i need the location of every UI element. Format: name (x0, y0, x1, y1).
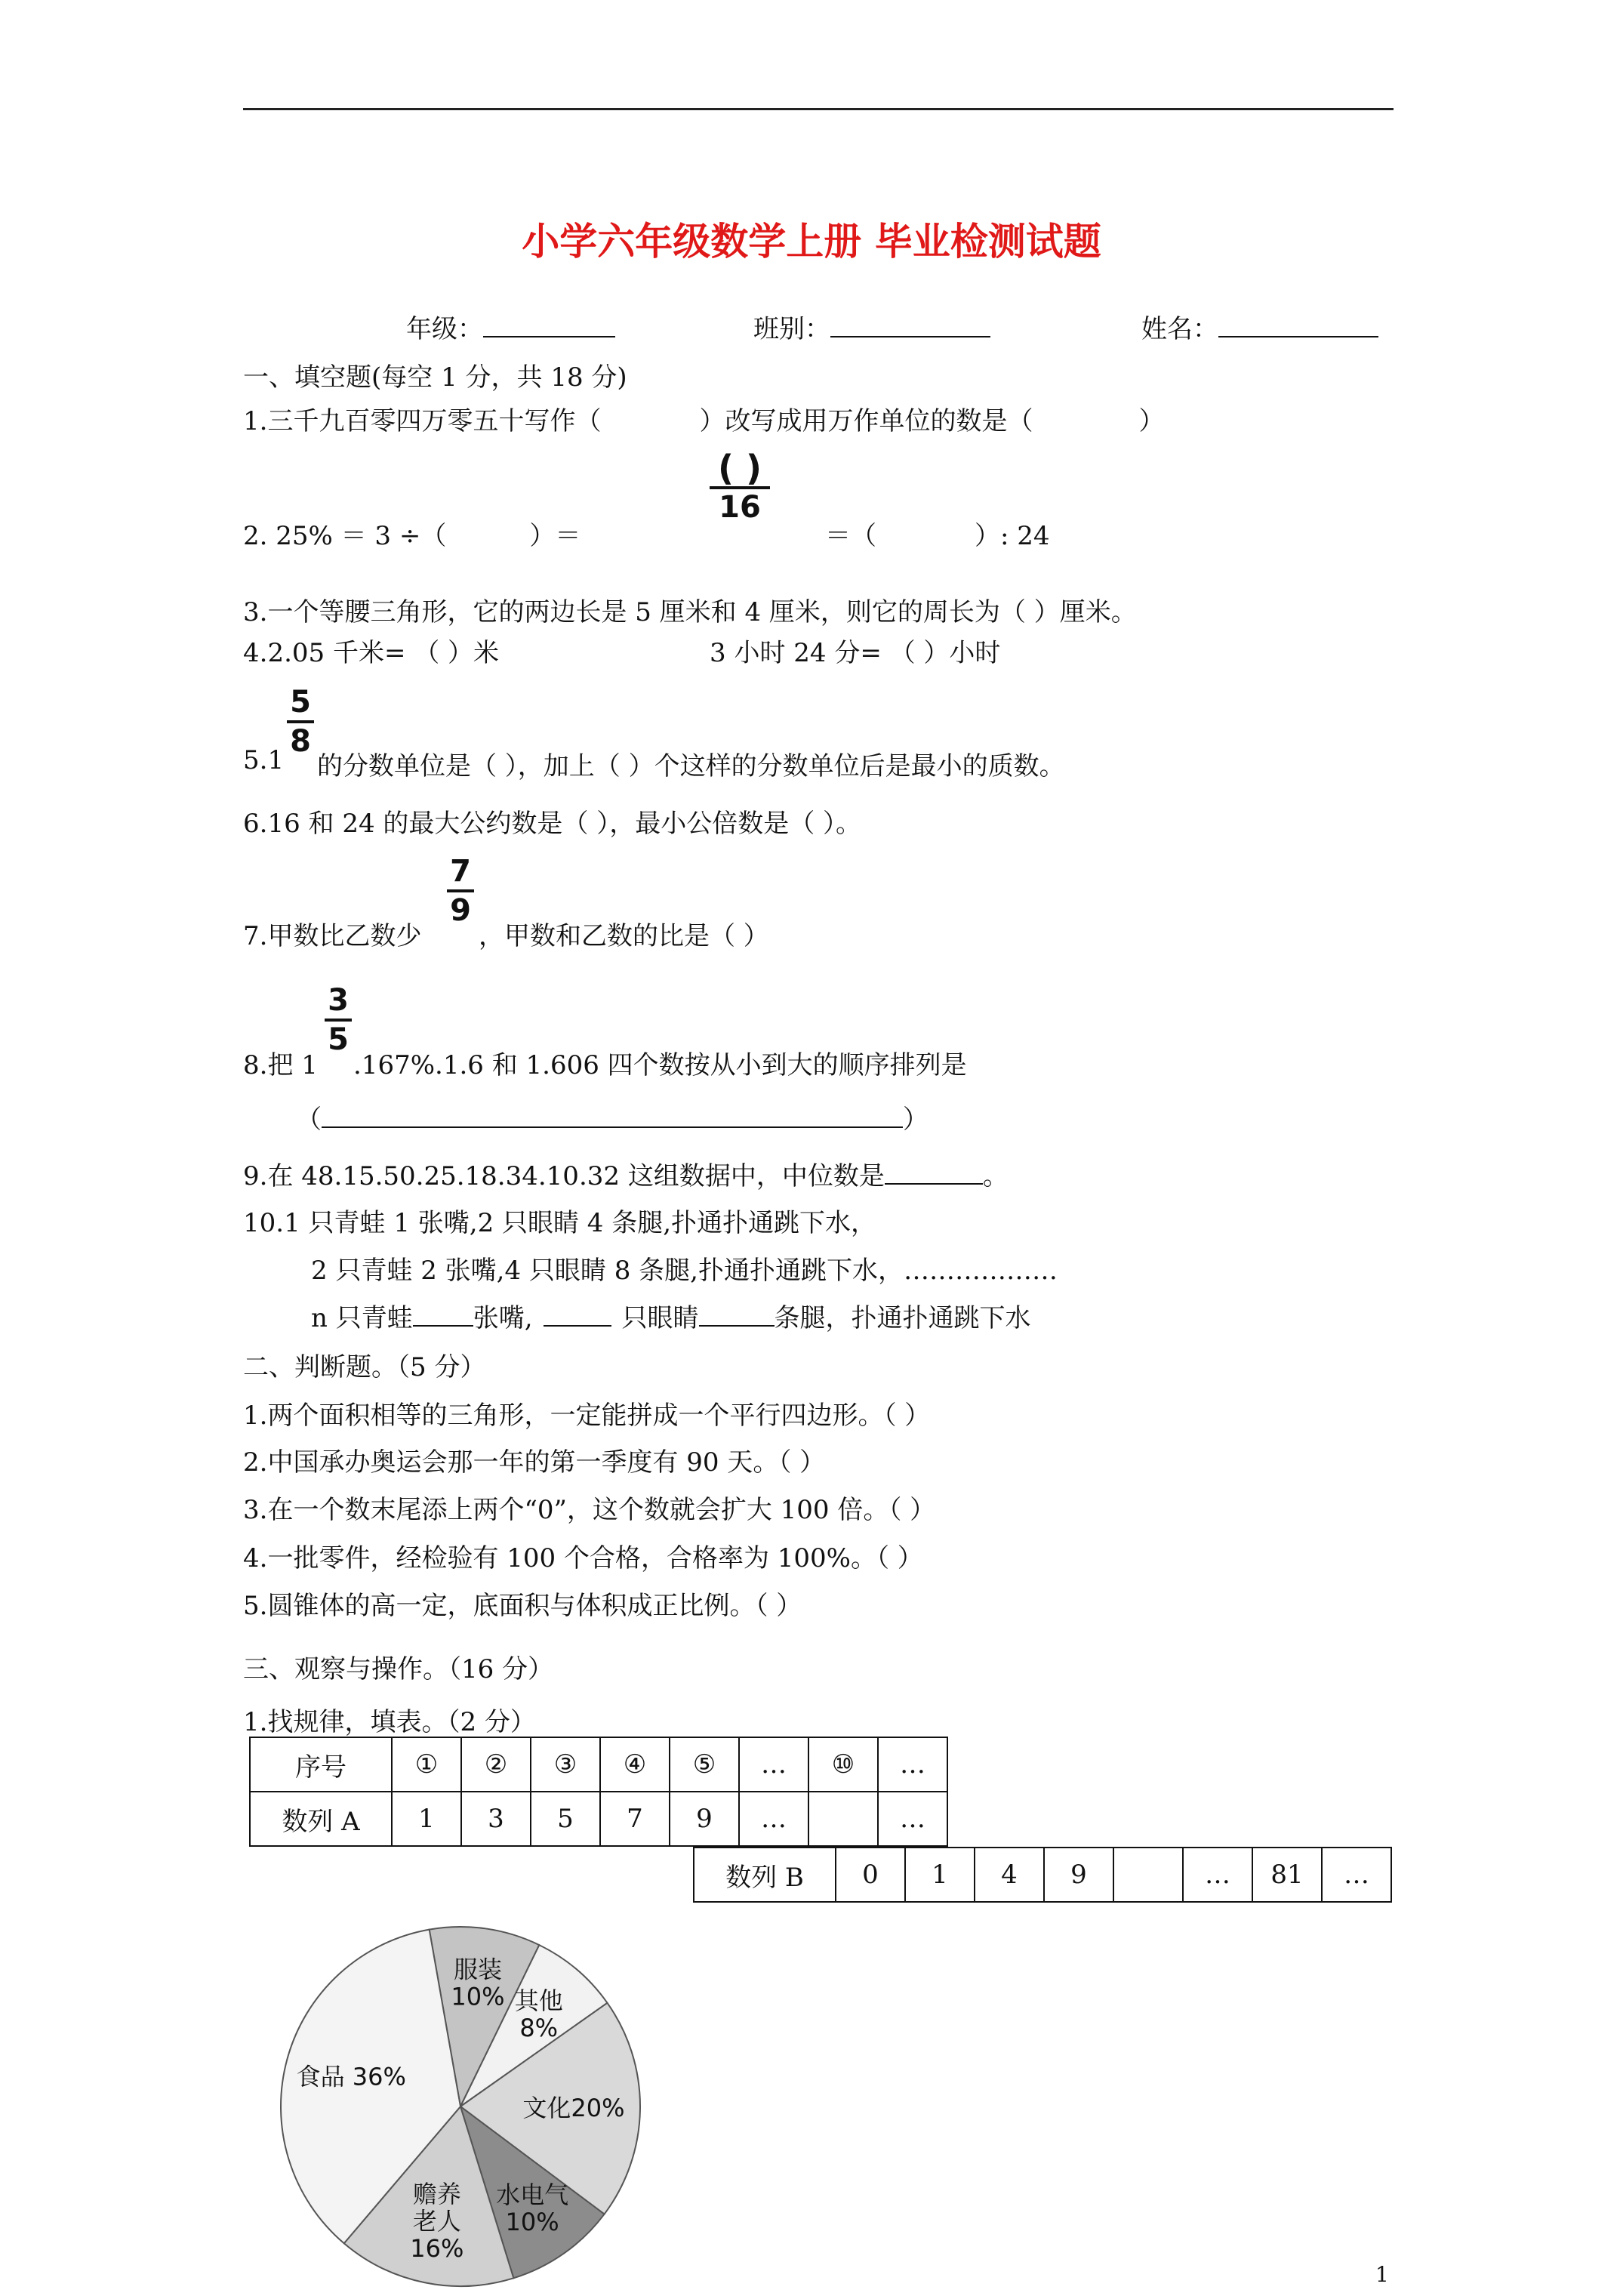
table-cell: ⑤ (670, 1737, 739, 1792)
table-cell: 数列 B (694, 1848, 836, 1902)
table-cell: 数列 A (250, 1792, 392, 1846)
pie-label: 水电气 (496, 2180, 569, 2209)
fraction-q5: 5 8 (287, 686, 314, 758)
name-input[interactable] (1218, 313, 1378, 337)
table-cell: ② (461, 1737, 531, 1792)
pie-label: 赡养 (412, 2179, 461, 2208)
question-5-prefix: 5.1 (243, 745, 285, 775)
judge-item-1: 1.两个面积相等的三角形，一定能拼成一个平行四边形。（ ） (243, 1401, 931, 1431)
pie-label: 8% (519, 2014, 559, 2043)
table-row (250, 1792, 947, 1846)
table-cell: … (739, 1792, 808, 1846)
question-3: 3.一个等腰三角形，它的两边长是 5 厘米和 4 厘米，则它的周长为（ ）厘米。 (243, 597, 1137, 627)
question-10-line1: 10.1 只青蛙 1 张嘴,2 只眼睛 4 条腿,扑通扑通跳下水， (243, 1208, 877, 1238)
pie-label: 文化20% (522, 2094, 625, 2123)
sequence-table-b (693, 1847, 1392, 1903)
question-5: 的分数单位是（ ），加上（ ）个这样的分数单位后是最小的质数。 (317, 751, 1065, 781)
q10-blank-eyes[interactable] (544, 1302, 611, 1327)
table-cell: 序号 (250, 1737, 392, 1792)
pie-label: 服装 (453, 1955, 502, 1984)
q10-blank-legs[interactable] (699, 1302, 775, 1327)
class-label: 班别： (753, 314, 830, 344)
question-2-tail: ＝（ ）: 24 (825, 521, 1050, 551)
question-7-prefix: 7.甲数比乙数少 (243, 921, 422, 951)
q10-blank-mouth[interactable] (413, 1302, 473, 1327)
table-cell: 9 (1044, 1848, 1113, 1902)
table-cell: ③ (531, 1737, 600, 1792)
section2-heading: 二、判断题。（5 分） (243, 1352, 486, 1382)
question-8-answer: （ ） (296, 1105, 929, 1135)
name-field (1141, 308, 1378, 345)
name-label: 姓名： (1141, 314, 1218, 344)
page-title: 小学六年级数学上册 毕业检测试题 (522, 220, 1101, 264)
question-1: 1.三千九百零四万零五十写作（ ）改写成用万作单位的数是（ ） (243, 406, 1165, 436)
table-cell: 81 (1252, 1848, 1322, 1902)
table-cell: … (1183, 1848, 1252, 1902)
judge-item-3: 3.在一个数末尾添上两个“0”，这个数就会扩大 100 倍。（ ） (243, 1495, 936, 1525)
question-9: 9.在 48.15.50.25.18.34.10.32 这组数据中，中位数是 。 (243, 1161, 1009, 1191)
section3-heading: 三、观察与操作。（16 分） (243, 1654, 554, 1684)
table-cell: ④ (600, 1737, 670, 1792)
question-8-prefix: 8.把 1 (243, 1050, 318, 1080)
question-4b: 3 小时 24 分= （ ）小时 (710, 638, 1001, 668)
question-2: 2. 25% ＝ 3 ÷（ ）＝ (243, 521, 581, 551)
table-cell: 5 (531, 1792, 600, 1846)
table-cell: 4 (975, 1848, 1044, 1902)
expense-pie-chart (272, 1918, 649, 2295)
table-cell: ⑩ (808, 1737, 878, 1792)
question-10-line2: 2 只青蛙 2 张嘴,4 只眼睛 8 条腿,扑通扑通跳下水，……………… (311, 1256, 1058, 1286)
table-row (694, 1848, 1391, 1902)
question-6: 6.16 和 24 的最大公约数是（ ），最小公倍数是（ ）。 (243, 809, 862, 839)
pie-label: 16% (410, 2233, 464, 2263)
header-rule (243, 108, 1394, 110)
q9-answer-line[interactable] (885, 1160, 983, 1185)
table-cell: 9 (670, 1792, 739, 1846)
class-input[interactable] (830, 313, 990, 337)
grade-input[interactable] (483, 313, 615, 337)
pie-label: 其他 (514, 1986, 563, 2016)
pie-label: 10% (505, 2207, 559, 2236)
table-cell: ① (392, 1737, 461, 1792)
question-8: .167%.1.6 和 1.606 四个数按从小到大的顺序排列是 (353, 1050, 967, 1080)
table-cell: 3 (461, 1792, 531, 1846)
question-10-line3: n 只青蛙 张嘴, 只眼睛 条腿，扑通扑通跳下水 (311, 1303, 1031, 1333)
table-cell: … (739, 1737, 808, 1792)
table-cell: 1 (905, 1848, 975, 1902)
fraction-q8: 3 5 (325, 984, 352, 1056)
grade-field (406, 308, 615, 345)
section1-heading: 一、填空题(每空 1 分，共 18 分) (243, 362, 627, 393)
fraction-q2: ( ) 16 (710, 451, 770, 524)
sequence-table-a (249, 1737, 948, 1847)
fraction-q7: 7 9 (447, 855, 474, 927)
pie-label: 10% (451, 1982, 505, 2011)
pie-label: 老人 (412, 2206, 461, 2236)
table-cell: … (878, 1792, 947, 1846)
q8-answer-line[interactable] (322, 1104, 903, 1128)
table-cell: … (1322, 1848, 1391, 1902)
grade-label: 年级： (406, 314, 483, 344)
table-cell: … (878, 1737, 947, 1792)
judge-item-2: 2.中国承办奥运会那一年的第一季度有 90 天。（ ） (243, 1447, 826, 1478)
class-field (753, 308, 990, 345)
judge-item-4: 4.一批零件，经检验有 100 个合格，合格率为 100%。（ ） (243, 1543, 923, 1573)
table-cell[interactable] (808, 1792, 878, 1846)
table-cell: 1 (392, 1792, 461, 1846)
section3-question-1: 1.找规律，填表。（2 分） (243, 1707, 536, 1737)
pie-label: 食品 36% (296, 2062, 406, 2091)
table-cell: 7 (600, 1792, 670, 1846)
page-number: 1 (1375, 2262, 1389, 2287)
question-4a: 4.2.05 千米= （ ）米 (243, 638, 500, 668)
question-7: ，甲数和乙数的比是（ ） (479, 921, 769, 951)
table-cell[interactable] (1113, 1848, 1183, 1902)
judge-item-5: 5.圆锥体的高一定，底面积与体积成正比例。（ ） (243, 1591, 802, 1621)
table-cell: 0 (836, 1848, 905, 1902)
table-row (250, 1737, 947, 1792)
